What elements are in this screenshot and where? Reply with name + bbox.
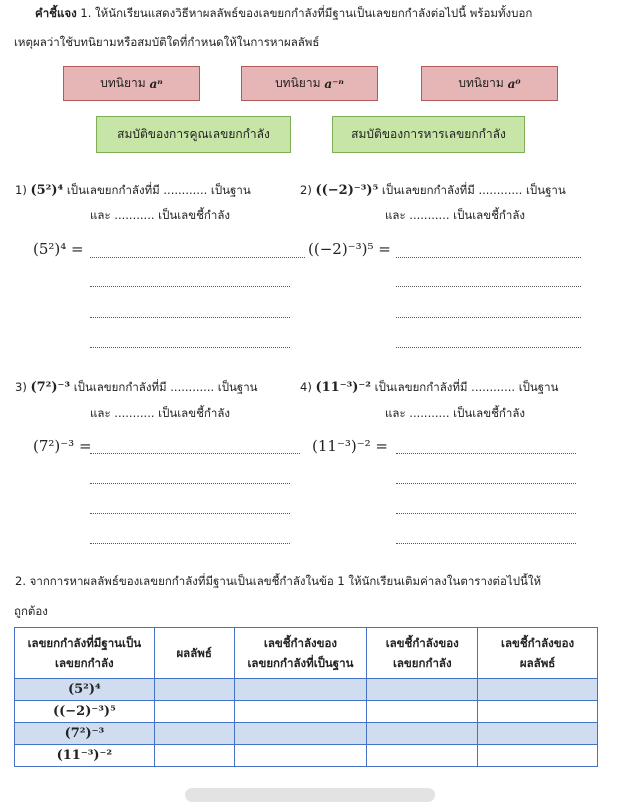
horizontal-scrollbar[interactable] [185, 788, 435, 802]
answer-line[interactable] [396, 257, 581, 258]
answer-line[interactable] [90, 257, 305, 258]
answer-line[interactable] [90, 453, 300, 454]
problem-number: 2) [300, 183, 312, 197]
header-result-exponent [478, 628, 598, 679]
answer-line[interactable] [396, 286, 581, 287]
table-row [15, 679, 598, 701]
table-cell[interactable] [154, 723, 234, 745]
answer-line[interactable] [396, 543, 576, 544]
header-text: เลขชี้กำลังของ [501, 636, 575, 650]
definition-math: a⁻ⁿ [324, 76, 344, 91]
header-result [154, 628, 234, 679]
table-cell[interactable] [367, 745, 478, 767]
problem-expression: (5²)⁴ [30, 183, 64, 198]
answer-line[interactable] [90, 347, 290, 348]
table-cell[interactable] [367, 723, 478, 745]
header-text: เลขชี้กำลังของ [263, 636, 338, 650]
header-text: เลขยกกำลัง [392, 656, 452, 670]
definition-box-a-n [63, 66, 200, 101]
answer-line[interactable] [396, 347, 581, 348]
section-2-line-2: ถูกต้อง [14, 604, 48, 618]
instructions-label: คำชี้แจง [35, 6, 77, 20]
problem-1-line-2: และ ........... เป็นเลขชี้กำลัง [90, 208, 230, 222]
definition-label: บทนิยาม [458, 76, 504, 90]
problem-2-equation: ((−2)⁻³)⁵ = [308, 240, 391, 258]
header-text: ผลลัพธ์ [176, 646, 212, 660]
problem-3-equation: (7²)⁻³ = [33, 437, 92, 455]
definition-math: aⁿ [149, 76, 163, 91]
definition-math: a⁰ [507, 76, 521, 91]
property-box-multiplication: สมบัติของการคูณเลขยกกำลัง [96, 116, 291, 153]
problem-3-line-2: และ ........... เป็นเลขชี้กำลัง [90, 406, 230, 420]
table-cell[interactable] [234, 723, 367, 745]
table-cell[interactable] [478, 679, 598, 701]
header-exponent [367, 628, 478, 679]
header-base-power [15, 628, 155, 679]
table-cell[interactable] [367, 701, 478, 723]
header-text: เลขยกกำลังที่มีฐานเป็น [27, 636, 142, 650]
instructions-line-2: เหตุผลว่าใช้บทนิยามหรือสมบัติใดที่กำหนดให้ในการหาผลลัพธ์ [14, 35, 320, 49]
answer-line[interactable] [396, 453, 576, 454]
problem-text: เป็นเลขยกกำลังที่มี ............ เป็นฐาน [374, 380, 559, 394]
problem-text: เป็นเลขยกกำลังที่มี ............ เป็นฐาน [381, 183, 566, 197]
table-cell[interactable] [478, 723, 598, 745]
section-2-line-1: 2. จากการหาผลลัพธ์ของเลขยกกำลังที่มีฐานเป็นเลขชี้กำลังในข้อ 1 ให้นักเรียนเติมค่าลงในตารางต่อไปนี้ให้ [15, 574, 542, 588]
problem-number: 1) [15, 183, 27, 197]
row-expression: ((−2)⁻³)⁵ [15, 701, 155, 723]
answer-line[interactable] [90, 286, 290, 287]
table-cell[interactable] [478, 745, 598, 767]
definition-label: บทนิยาม [100, 76, 146, 90]
answer-line[interactable] [90, 543, 290, 544]
header-base-exponent [234, 628, 367, 679]
problem-1-equation: (5²)⁴ = [33, 240, 84, 258]
exponent-table [14, 627, 598, 767]
table-cell[interactable] [154, 679, 234, 701]
table-cell[interactable] [154, 701, 234, 723]
header-text: เลขยกกำลัง [55, 656, 114, 670]
problem-text: เป็นเลขยกกำลังที่มี ............ เป็นฐาน [66, 183, 251, 197]
header-text: เลขยกกำลังที่เป็นฐาน [247, 656, 354, 670]
answer-line[interactable] [90, 483, 290, 484]
table-cell[interactable] [234, 745, 367, 767]
table-cell[interactable] [154, 745, 234, 767]
answer-line[interactable] [396, 317, 581, 318]
table-cell[interactable] [478, 701, 598, 723]
instructions-line-1 [35, 5, 532, 23]
problem-3-line-1 [15, 379, 258, 397]
table-row [15, 745, 598, 767]
problem-4-equation: (11⁻³)⁻² = [312, 437, 388, 455]
table-row [15, 723, 598, 745]
table-cell[interactable] [234, 679, 367, 701]
problem-4-line-2: และ ........... เป็นเลขชี้กำลัง [385, 406, 525, 420]
problem-expression: ((−2)⁻³)⁵ [315, 183, 379, 198]
instructions-text-1: 1. ให้นักเรียนแสดงวิธีหาผลลัพธ์ของเลขยกกำลังที่มีฐานเป็นเลขยกกำลังต่อไปนี้ พร้อมทั้งบอก [80, 6, 533, 20]
answer-line[interactable] [90, 513, 290, 514]
problem-number: 3) [15, 380, 27, 394]
answer-line[interactable] [396, 513, 576, 514]
table-header-row [15, 628, 598, 679]
definition-label: บทนิยาม [275, 76, 321, 90]
problem-2-line-2: และ ........... เป็นเลขชี้กำลัง [385, 208, 525, 222]
row-expression: (7²)⁻³ [15, 723, 155, 745]
property-box-division: สมบัติของการหารเลขยกกำลัง [332, 116, 525, 153]
problem-expression: (7²)⁻³ [30, 380, 71, 395]
header-text: เลขชี้กำลังของ [385, 636, 459, 650]
problem-expression: (11⁻³)⁻² [315, 380, 371, 395]
definition-box-a-zero [421, 66, 558, 101]
row-expression: (11⁻³)⁻² [15, 745, 155, 767]
problem-number: 4) [300, 380, 312, 394]
table-row [15, 701, 598, 723]
problem-text: เป็นเลขยกกำลังที่มี ............ เป็นฐาน [73, 380, 258, 394]
answer-line[interactable] [396, 483, 576, 484]
table-cell[interactable] [234, 701, 367, 723]
answer-line[interactable] [90, 317, 290, 318]
header-text: ผลลัพธ์ [519, 656, 556, 670]
problem-4-line-1 [300, 379, 558, 397]
table-cell[interactable] [367, 679, 478, 701]
definition-box-a-neg-n [241, 66, 378, 101]
problem-2-line-1 [300, 182, 566, 200]
problem-1-line-1 [15, 182, 251, 200]
row-expression: (5²)⁴ [15, 679, 155, 701]
